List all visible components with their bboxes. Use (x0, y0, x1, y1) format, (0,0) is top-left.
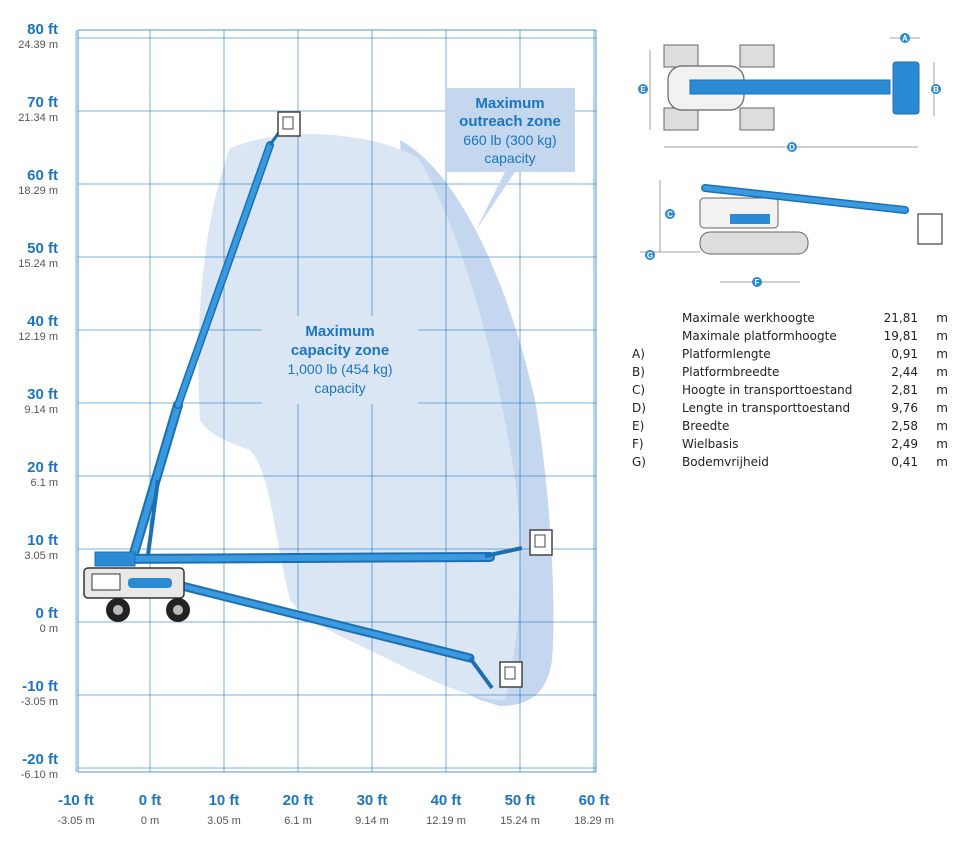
x-tick-label-ft: 60 ft (578, 792, 610, 809)
spec-row (632, 453, 948, 471)
spec-code: G) (632, 455, 646, 469)
x-tick-label-m: 15.24 m (500, 815, 540, 827)
spec-code: B) (632, 365, 645, 379)
spec-name: Bodemvrijheid (682, 455, 769, 469)
spec-value: 19,81 (883, 329, 918, 343)
spec-unit: m (936, 401, 948, 415)
y-tick-label-m: 0 m (39, 623, 58, 635)
spec-code (632, 309, 682, 327)
svg-text:A: A (902, 34, 908, 43)
spec-value: 21,81 (883, 311, 918, 325)
x-tick-label-m: 9.14 m (355, 815, 389, 827)
dimension-marker-e (638, 84, 648, 94)
spec-name: Maximale platformhoogte (682, 329, 837, 343)
spec-value: 2,58 (891, 419, 918, 433)
spec-name: Wielbasis (682, 437, 739, 451)
spec-unit: m (936, 383, 948, 397)
x-tick-label-m: -3.05 m (57, 815, 95, 827)
spec-name: Platformlengte (682, 347, 771, 361)
y-tick-label-ft: 30 ft (27, 386, 58, 403)
dimension-marker-b (931, 84, 941, 94)
svg-text:B: B (933, 85, 939, 94)
spec-unit: m (936, 347, 948, 361)
x-tick-label-ft: 30 ft (356, 792, 388, 809)
capacity-zone-callout (262, 316, 418, 404)
svg-text:G: G (646, 251, 654, 260)
spec-row (632, 399, 948, 417)
spec-code: D) (632, 401, 646, 415)
x-tick-label-m: 0 m (140, 815, 160, 827)
platform-bottom (500, 662, 522, 687)
spec-row (632, 363, 948, 381)
svg-text:D: D (789, 143, 795, 152)
specifications-table (632, 309, 948, 471)
x-tick-label-m: 18.29 m (574, 815, 614, 827)
outreach-zone-title-2: outreach zone (459, 113, 561, 130)
x-tick-label-ft: 20 ft (282, 792, 314, 809)
spec-unit: m (936, 437, 948, 451)
platform-top (278, 112, 300, 136)
capacity-zone-title-2: capacity zone (290, 342, 390, 359)
spec-row (632, 309, 948, 327)
y-tick-label-m: 24.39 m (18, 39, 58, 51)
dimension-marker-c (665, 209, 675, 219)
side-view-illustration (640, 180, 942, 282)
x-axis-ticks (57, 792, 614, 827)
spec-row (632, 327, 948, 345)
y-tick-label-m: 12.19 m (18, 331, 58, 343)
spec-code: A) (632, 347, 645, 361)
y-tick-label-ft: -20 ft (22, 751, 58, 768)
spec-name: Platformbreedte (682, 365, 780, 379)
spec-code (632, 327, 682, 345)
y-tick-label-ft: 10 ft (27, 532, 58, 549)
y-tick-label-ft: 0 ft (35, 605, 58, 622)
spec-name: Lengte in transporttoestand (682, 401, 851, 415)
spec-code: C) (632, 383, 646, 397)
y-tick-label-m: -3.05 m (20, 696, 58, 708)
y-tick-label-m: 21.34 m (18, 112, 58, 124)
outreach-zone-capacity: capacity (484, 150, 536, 166)
outreach-zone-load: 660 lb (300 kg) (463, 132, 557, 148)
spec-unit: m (936, 311, 948, 325)
svg-text:E: E (640, 85, 646, 94)
y-tick-label-m: 15.24 m (18, 258, 58, 270)
y-axis-ticks (18, 21, 58, 781)
y-tick-label-ft: -10 ft (22, 678, 58, 695)
dimension-marker-a (900, 33, 910, 43)
x-tick-label-ft: 40 ft (430, 792, 462, 809)
capacity-zone-load: 1,000 lb (454 kg) (287, 361, 393, 377)
spec-value: 2,81 (891, 383, 918, 397)
x-tick-label-ft: 0 ft (138, 792, 162, 809)
y-tick-label-ft: 60 ft (27, 167, 58, 184)
spec-name: Maximale werkhoogte (682, 311, 815, 325)
y-tick-label-ft: 80 ft (27, 21, 58, 38)
spec-name: Hoogte in transporttoestand (682, 383, 853, 397)
x-tick-label-ft: 10 ft (208, 792, 240, 809)
y-tick-label-m: 6.1 m (30, 477, 58, 489)
spec-unit: m (936, 419, 948, 433)
spec-row (632, 381, 948, 399)
spec-row (632, 417, 948, 435)
spec-value: 9,76 (891, 401, 918, 415)
svg-text:C: C (667, 210, 673, 219)
spec-unit: m (936, 455, 948, 469)
spec-code: E) (632, 419, 645, 433)
x-tick-label-ft: -10 ft (58, 792, 94, 809)
spec-name: Breedte (682, 419, 730, 433)
outreach-zone-title-1: Maximum (475, 95, 545, 112)
y-tick-label-m: 18.29 m (18, 185, 58, 197)
spec-value: 2,44 (891, 365, 918, 379)
y-tick-label-ft: 70 ft (27, 94, 58, 111)
spec-value: 2,49 (891, 437, 918, 451)
spec-row (632, 435, 948, 453)
spec-row (632, 345, 948, 363)
dimension-marker-g (645, 250, 655, 260)
dimension-marker-d (787, 142, 797, 152)
y-tick-label-m: -6.10 m (20, 769, 58, 781)
platform-right (530, 530, 552, 555)
top-view-illustration (650, 38, 934, 147)
y-tick-label-ft: 20 ft (27, 459, 58, 476)
dimension-marker-f (752, 277, 762, 287)
x-tick-label-m: 12.19 m (426, 815, 466, 827)
spec-value: 0,41 (891, 455, 918, 469)
x-tick-label-m: 3.05 m (207, 815, 241, 827)
y-tick-label-m: 9.14 m (24, 404, 58, 416)
x-tick-label-m: 6.1 m (284, 815, 312, 827)
spec-value: 0,91 (891, 347, 918, 361)
spec-unit: m (936, 329, 948, 343)
x-tick-label-ft: 50 ft (504, 792, 536, 809)
outreach-zone-callout (445, 88, 575, 230)
y-tick-label-ft: 50 ft (27, 240, 58, 257)
spec-code: F) (632, 437, 644, 451)
spec-unit: m (936, 365, 948, 379)
capacity-zone-capacity: capacity (314, 380, 366, 396)
capacity-zone-title-1: Maximum (305, 323, 375, 340)
svg-text:F: F (754, 278, 760, 287)
y-tick-label-ft: 40 ft (27, 313, 58, 330)
y-tick-label-m: 3.05 m (24, 550, 58, 562)
